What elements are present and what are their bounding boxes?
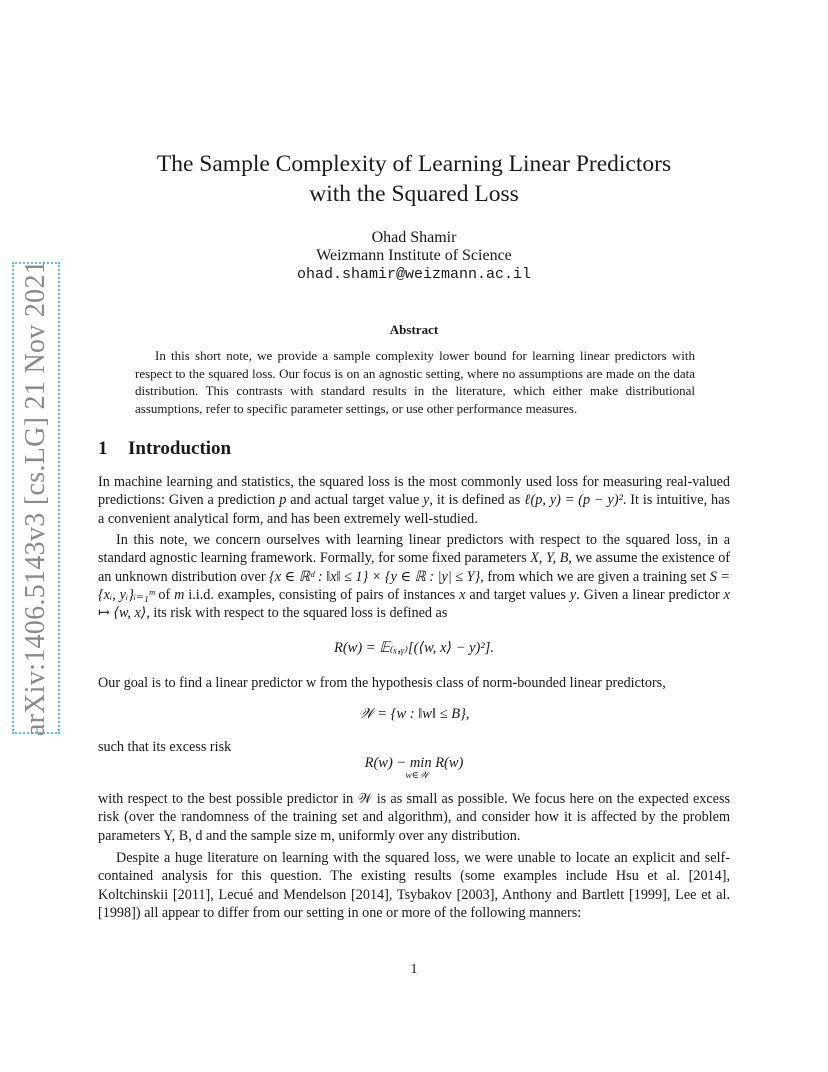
page-number: 1 [410,962,418,977]
arxiv-stamp [12,259,60,737]
math-m: m [174,586,185,603]
paragraph-2-text-e: i.i.d. examples, consisting of pairs of instances [184,586,460,603]
paragraph-6-text: Despite a huge literature on learning with the squared loss, we were unable to locate an explicit and self-contained analysis for this question. The existing results (some examples include Hsu et al. [2014], Koltchinskii [2011], Lecué and Mendelson [2014], Tsybakov [2003], Anthony and Bartlett [1999], Lee et al. [1998]) all appear to differ from our setting in one or more of the following manners: [98,850,730,921]
equation-excess-risk-subscript: w∈𝒲 [405,771,429,781]
author-email: ohad.shamir@weizmann.ac.il [296,266,532,283]
equation-excess-risk-main: R(w) − min R(w) [364,755,464,771]
math-training-set: S = {xᵢ, yᵢ}ᵢ₌₁ᵐ [98,568,730,603]
math-parameters: X, Y, B [530,550,569,567]
equation-hypothesis-class: 𝒲 = {w : ‖w‖ ≤ B}, [358,706,470,722]
paragraph-5-text: with respect to the best possible predictor in 𝒲 is as small as possible. We focus here on the expected excess risk (over the randomness of the training set and algorithm), and consider how it is affected by the problem parameters Y, B, d and the sample size m, uniformly over any distribution. [98,791,730,844]
paper-title [100,149,728,209]
paragraph-2-text-d: of [154,586,175,603]
paragraph-2 [98,531,730,622]
paragraph-2-text-g: . Given a linear predictor [576,586,724,603]
paragraph-3 [98,674,730,692]
equation-risk: R(w) = 𝔼₍ₓ,ᵧ₎[(⟨w, x⟩ − y)²]. [334,640,494,656]
paragraph-2-text-h: , its risk with respect to the squared loss is defined as [146,605,448,622]
math-loss-definition: ℓ(p, y) = (p − y)² [524,492,623,509]
math-y: y [423,492,430,509]
math-linear-predictor: x ↦ ⟨w, x⟩ [98,586,730,622]
math-y-target: y [569,586,577,603]
paragraph-1 [98,473,730,528]
section-heading [98,438,231,460]
title-line-1: The Sample Complexity of Learning Linear Predictors [156,151,672,177]
paragraph-2-text-c: , from which we are given a training set [480,568,710,585]
paragraph-4-text: such that its excess risk [98,739,232,755]
abstract-body [135,347,695,417]
section-number: 1 [98,438,108,459]
section-title: Introduction [128,438,232,459]
abstract-heading: Abstract [389,322,439,337]
paragraph-4 [98,738,730,756]
paragraph-5 [98,790,730,845]
paragraph-1-text-a: In machine learning and statistics, the squared loss is the most commonly used loss for measuring real-valued predictions: Given a prediction [98,474,730,509]
paragraph-1-text-d: . It is intuitive, has a convenient analytical form, and has been extremely well-studied. [98,492,730,527]
equation-excess-risk [98,755,730,781]
paragraph-2-text-b: , we assume the existence of an unknown distribution over [98,550,731,585]
paragraph-2-text-f: and target values [465,586,570,603]
abstract-text: In this short note, we provide a sample complexity lower bound for learning linear predictors with respect to the squared loss. Our focus is on an agnostic setting, where no assumptions are made on the data distribution. This contrasts with standard results in the literature, which either make distributional assumptions, refer to specific parameter settings, or use other performance measures. [135,348,695,416]
title-line-2: with the Squared Loss [309,181,519,207]
arxiv-identifier: arXiv:1406.5143v3 [cs.LG] 21 Nov 2021 [20,259,51,737]
paragraph-2-text-a: In this note, we concern ourselves with learning linear predictors with respect to the squared loss, in a standard agnostic learning framework. Formally, for some fixed parameters [98,532,730,567]
math-domain: {x ∈ ℝᵈ : ‖x‖ ≤ 1} × {y ∈ ℝ : |y| ≤ Y} [269,568,481,585]
paragraph-1-text-c: , it is defined as [429,492,525,509]
paragraph-3-text: Our goal is to find a linear predictor w from the hypothesis class of norm-bounded linear predictors, [98,675,666,691]
paragraph-1-text-b: and actual target value [286,492,424,509]
author-affiliation: Weizmann Institute of Science [316,247,512,264]
paragraph-6 [98,849,730,922]
math-p: p [279,492,287,509]
author-name: Ohad Shamir [371,229,457,246]
math-x: x [459,586,466,603]
